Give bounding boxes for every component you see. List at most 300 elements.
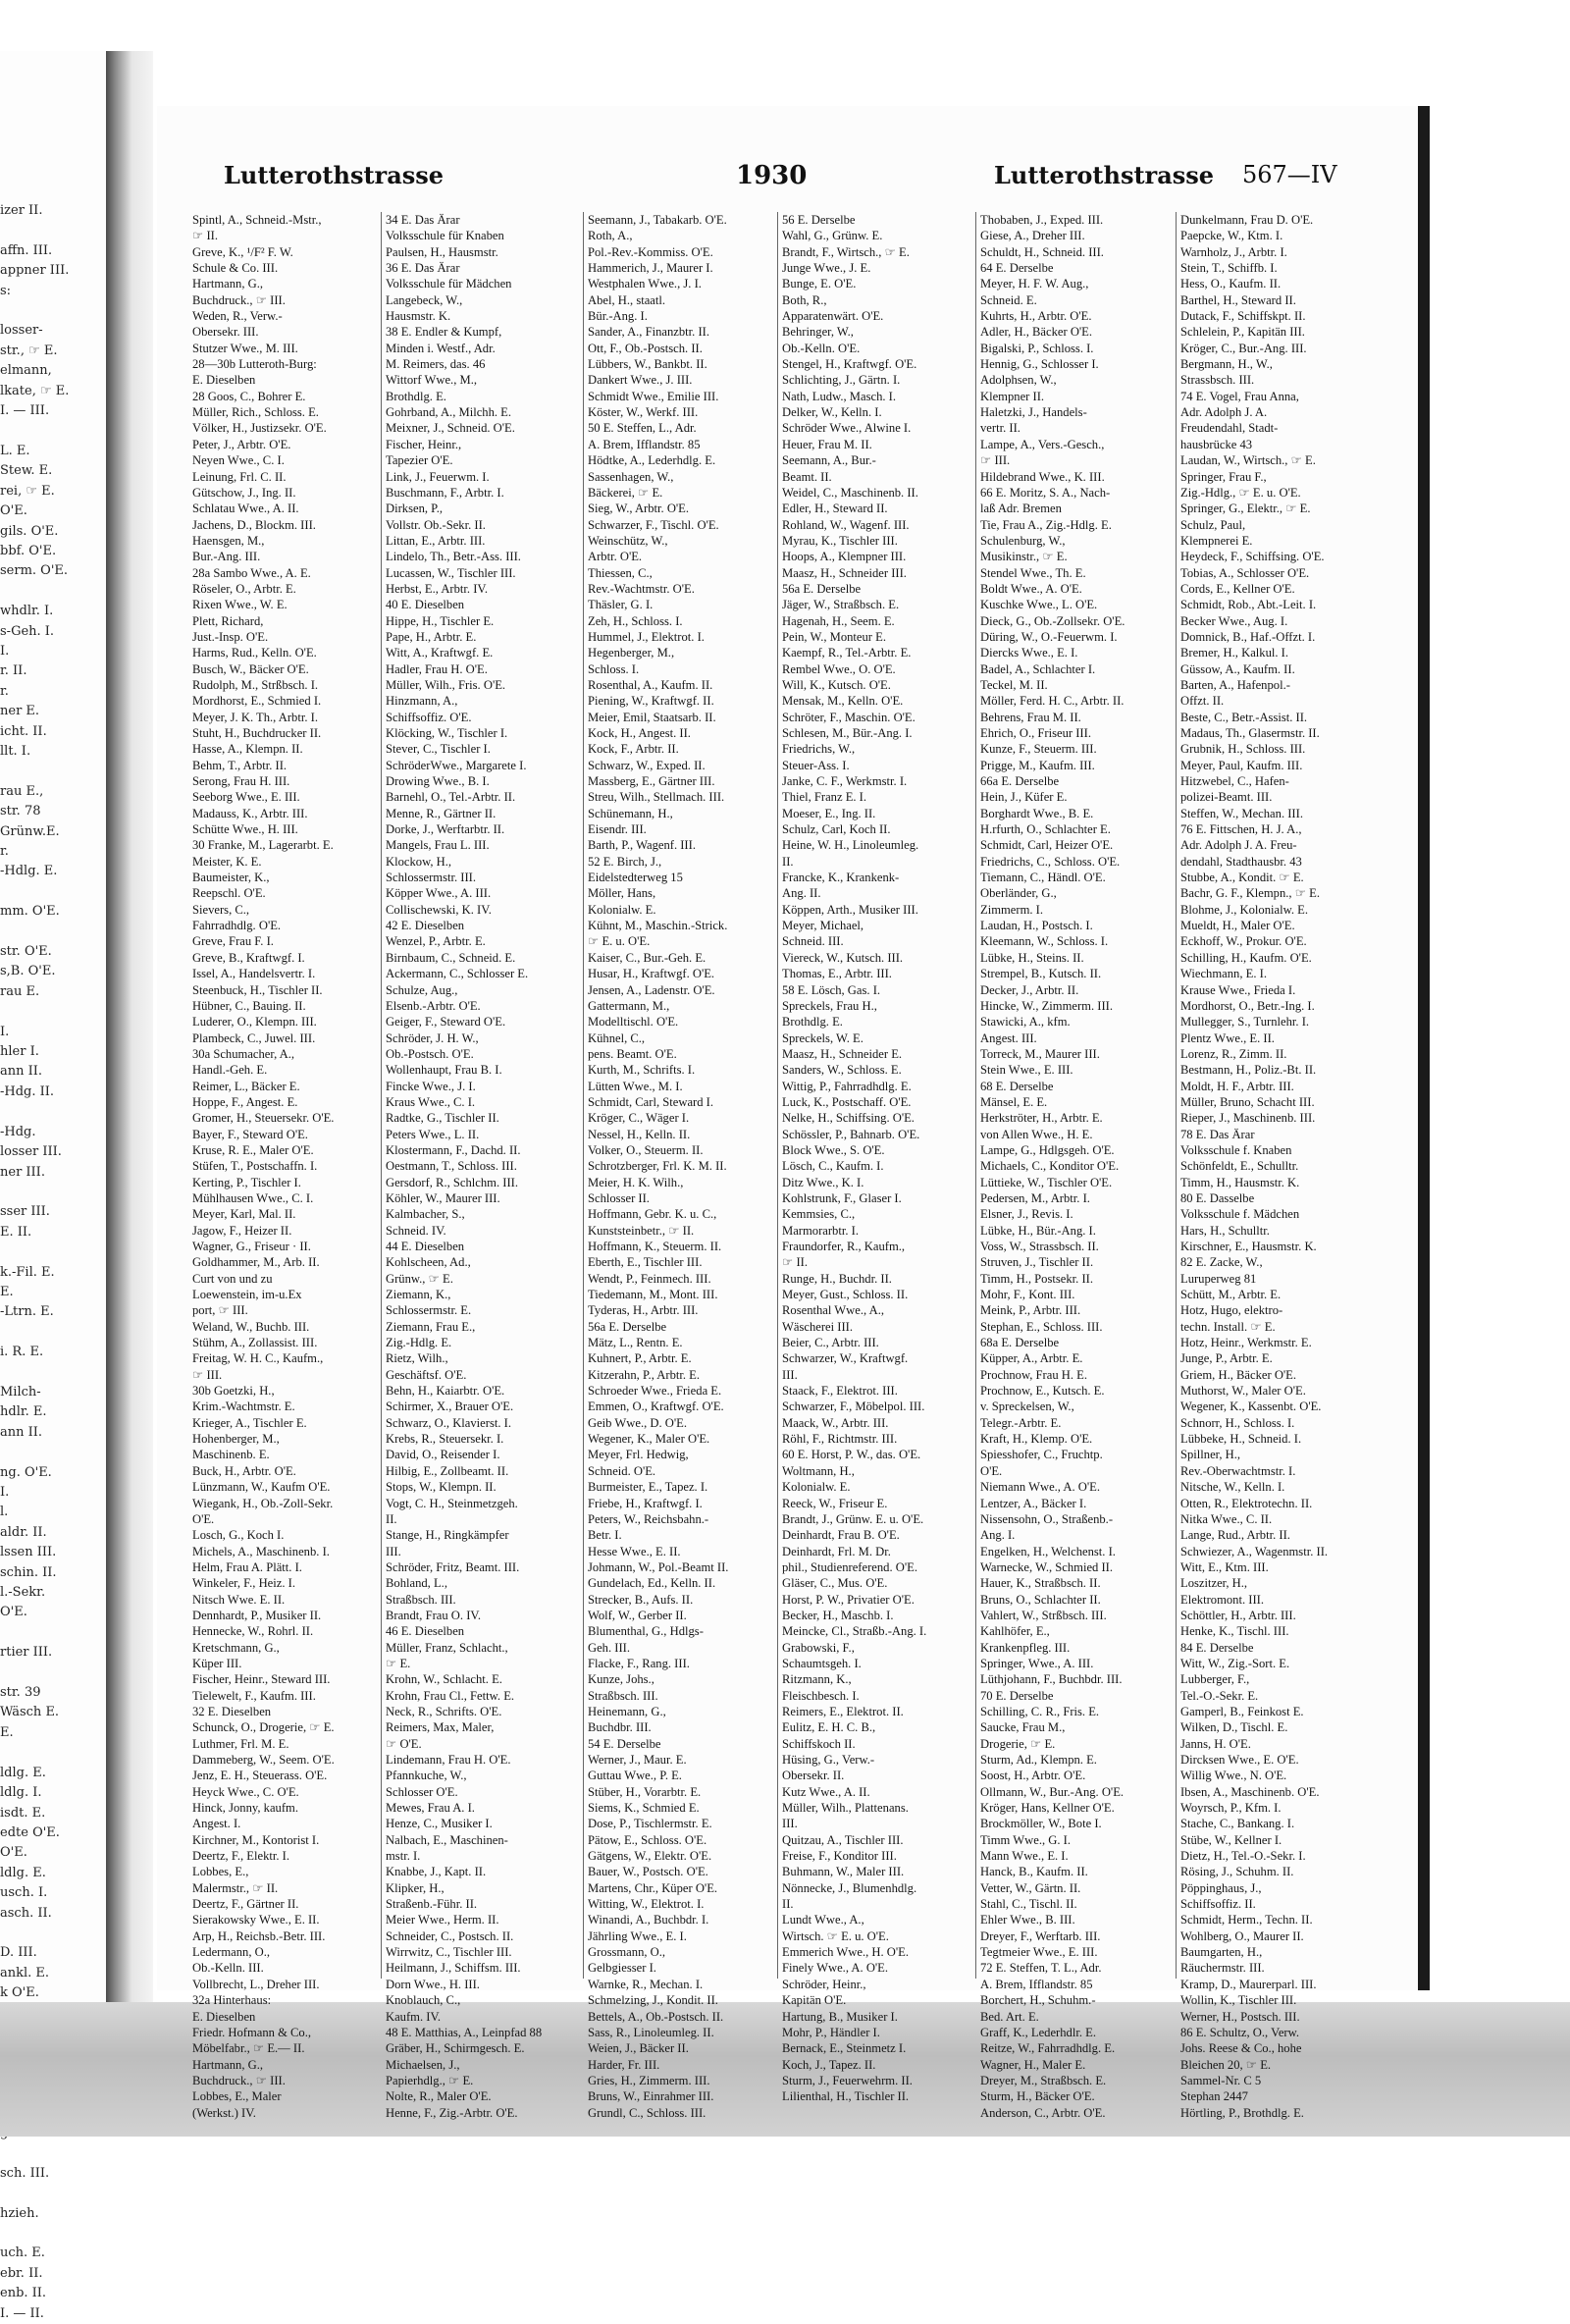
directory-entry: Grossmann, O., — [588, 1945, 666, 1960]
directory-entry: Pätow, E., Schloss. O'E. — [588, 1832, 707, 1847]
directory-entry: Hartmann, G., — [192, 277, 264, 291]
directory-entry: Ibsen, A., Maschinenb. O'E. — [1180, 1784, 1320, 1799]
directory-entry: Krause Wwe., Frieda I. — [1180, 982, 1296, 997]
directory-entry: Vollbrecht, L., Dreher III. — [192, 1977, 320, 1991]
directory-entry: Kunze, F., Steuerm. III. — [980, 742, 1097, 757]
directory-entry: Fleischbesch. I. — [782, 1688, 860, 1703]
street-title-right: Lutterothstrasse — [994, 161, 1215, 189]
directory-entry: Meink, P., Arbtr. III. — [980, 1303, 1081, 1318]
directory-entry: Loewenstein, im-u.Ex — [192, 1288, 302, 1302]
fragment-line: L. E. — [0, 443, 30, 458]
directory-entry: Sierakowsky Wwe., E. II. — [192, 1913, 320, 1928]
directory-entry: Kahlhöfer, E., — [980, 1624, 1050, 1639]
directory-entry: Martens, Chr., Küper O'E. — [588, 1880, 718, 1895]
directory-entry: Müller, Wilh., Fris. O'E. — [386, 677, 506, 692]
directory-entry: Oestmann, T., Schloss. III. — [386, 1159, 517, 1174]
directory-entry: Behm, T., Arbtr. II. — [192, 758, 288, 772]
fragment-line: E. — [0, 1724, 14, 1740]
directory-entry: Werner, J., Maur. E. — [588, 1753, 687, 1767]
directory-entry: Nitsche, W., Kelln. I. — [1180, 1480, 1285, 1495]
fragment-line: edte O'E. — [0, 1824, 60, 1840]
directory-entry: 36 E. Das Ärar — [386, 261, 460, 276]
directory-entry: Rieper, J., Maschinenb. III. — [1180, 1111, 1316, 1126]
directory-entry: Borchert, H., Schuhm.- — [980, 1993, 1096, 2008]
fragment-line — [0, 2224, 78, 2244]
directory-entry: Schlossermstr. E. — [386, 1303, 472, 1318]
directory-entry: Maack, W., Arbtr. III. — [782, 1415, 889, 1430]
directory-entry: Bremer, H., Kalkul. I. — [1180, 646, 1289, 660]
directory-entry: 28a Sambo Wwe., A. E. — [192, 565, 311, 580]
directory-entry: 30a Schumacher, A., — [192, 1046, 295, 1061]
directory-entry: Müller, Franz, Schlacht., — [386, 1640, 508, 1655]
directory-entry: Röseler, O., Arbtr. E. — [192, 581, 296, 596]
directory-entry: Tel.-O.-Sekr. E. — [1180, 1688, 1259, 1703]
directory-entry: Rosenthal, A., Kaufm. II. — [588, 677, 713, 692]
directory-entry: Grabowski, F., — [782, 1640, 855, 1655]
directory-entry: Lubberger, F., — [1180, 1672, 1250, 1687]
directory-entry: Runge, H., Buchdr. II. — [782, 1271, 892, 1286]
directory-entry: Ziemann, K., — [386, 1288, 451, 1302]
directory-entry: Reimers, Max, Maler, — [386, 1720, 495, 1735]
directory-entry: Pein, W., Monteur E. — [782, 629, 886, 644]
directory-entry: 52 E. Birch, J., — [588, 854, 662, 869]
directory-entry: III. — [782, 1817, 798, 1831]
directory-entry: Otten, R., Elektrotechn. II. — [1180, 1496, 1313, 1510]
directory-entry: Domnick, B., Haf.-Offzt. I. — [1180, 629, 1316, 644]
directory-entry: Beier, C., Arbtr. III. — [782, 1336, 879, 1350]
directory-entry: Schmidt Wwe., Emilie III. — [588, 389, 719, 403]
directory-entry: Kutz Wwe., A. II. — [782, 1784, 870, 1799]
directory-entry: Vogt, C. H., Steinmetzgeh. — [386, 1496, 518, 1510]
directory-entry: Apparatenwärt. O'E. — [782, 309, 884, 324]
directory-entry: Spreckels, Frau H., — [782, 998, 877, 1013]
directory-entry: Teckel, M. II. — [980, 677, 1048, 692]
directory-entry: Schlossermstr. III. — [386, 871, 476, 885]
directory-entry: 32a Hinterhaus: — [192, 1993, 272, 2008]
directory-entry: Diercks Wwe., E. I. — [980, 646, 1078, 660]
directory-entry: Hinzmann, A., — [386, 694, 458, 709]
directory-entry: Maasz, H., Schneider E. — [782, 1046, 903, 1061]
directory-entry: Hoppe, F., Angest. E. — [192, 1094, 298, 1109]
directory-entry: Müller, Wilh., Plattenans. — [782, 1801, 909, 1816]
fragment-line: usch. I. — [0, 1885, 48, 1901]
directory-entry: Wäscherei III. — [782, 1319, 854, 1334]
directory-entry: v. Spreckelsen, W., — [980, 1400, 1074, 1414]
directory-entry: Torreck, M., Maurer III. — [980, 1046, 1100, 1061]
directory-entry: Lübbeke, H., Schneid. I. — [1180, 1432, 1302, 1447]
directory-entry: Neck, R., Schrifts. O'E. — [386, 1704, 502, 1718]
directory-entry: Krankenpfleg. III. — [980, 1640, 1071, 1655]
directory-entry: II. — [782, 854, 794, 869]
directory-entry: Johmann, W., Pol.-Beamt II. — [588, 1559, 729, 1574]
fragment-line: hler I. — [0, 1044, 39, 1060]
directory-entry: Friedrichs, C., Schloss. O'E. — [980, 854, 1121, 869]
directory-entry: Losch, G., Koch I. — [192, 1528, 285, 1543]
directory-entry: Herbst, E., Arbtr. IV. — [386, 581, 489, 596]
directory-entry: port, ☞ III. — [192, 1303, 248, 1318]
directory-entry: Friedrichs, W., — [782, 742, 856, 757]
directory-entry: Kerting, P., Tischler I. — [192, 1175, 301, 1189]
directory-entry: Kaufm. IV. — [386, 2009, 442, 2024]
directory-entry: SchröderWwe., Margarete I. — [386, 758, 527, 772]
directory-entry: Dankert Wwe., J. III. — [588, 373, 693, 388]
directory-entry: Ob.-Kelln. III. — [192, 1961, 264, 1976]
directory-entry: Janns, H. O'E. — [1180, 1736, 1251, 1751]
directory-entry: Hein, J., Küfer E. — [980, 790, 1068, 805]
directory-entry: Luruperweg 81 — [1180, 1271, 1257, 1286]
directory-entry: Buschmann, F., Arbtr. I. — [386, 485, 504, 500]
directory-entry: Klostermann, F., Dachd. II. — [386, 1142, 521, 1157]
fragment-line: str. 78 — [0, 804, 41, 819]
directory-entry: Heinemann, G., — [588, 1704, 666, 1718]
directory-entry: Schütt, M., Arbtr. E. — [1180, 1288, 1282, 1302]
directory-entry: Adolphsen, W., — [980, 373, 1057, 388]
directory-entry: 80 E. Dasselbe — [1180, 1190, 1255, 1205]
directory-entry: Straßbsch. III. — [588, 1688, 658, 1703]
directory-entry: III. — [386, 1544, 401, 1558]
directory-entry: Schneid. IV. — [386, 1223, 446, 1238]
directory-entry: Betr. I. — [588, 1528, 622, 1543]
directory-entry: Warnke, R., Mechan. I. — [588, 1977, 704, 1991]
directory-entry: Schneider, C., Postsch. II. — [386, 1928, 514, 1943]
directory-entry: Heyck Wwe., C. O'E. — [192, 1784, 299, 1799]
fragment-line: mm. O'E. — [0, 904, 60, 920]
fragment-line: ner III. — [0, 1164, 45, 1180]
directory-entry: Vahlert, W., Strßbsch. III. — [980, 1608, 1107, 1622]
fragment-line: -Hdg. II. — [0, 1083, 55, 1099]
directory-entry: Köster, W., Werkf. III. — [588, 405, 699, 420]
directory-entry: Wittig, P., Fahrradhdlg. E. — [782, 1079, 912, 1093]
directory-entry: Dunkelmann, Frau D. O'E. — [1180, 213, 1314, 227]
directory-entry: Schnorr, H., Schloss. I. — [1180, 1415, 1295, 1430]
directory-entry: Wohlberg, O., Maurer II. — [1180, 1928, 1304, 1943]
fragment-line: str. 39 — [0, 1685, 41, 1701]
directory-entry: Kock, F., Arbtr. II. — [588, 742, 679, 757]
directory-entry: Zeh, H., Schloss. I. — [588, 613, 683, 628]
directory-entry: Lübbers, W., Bankbt. II. — [588, 357, 707, 372]
directory-entry: Fischer, Heinr., Steward III. — [192, 1672, 331, 1687]
directory-entry: Weien, J., Bäcker II. — [588, 2041, 689, 2056]
directory-entry: 44 E. Dieselben — [386, 1240, 465, 1253]
directory-entry: Prochnow, E., Kutsch. E. — [980, 1384, 1105, 1399]
directory-entry: Mullegger, S., Turnlehr. I. — [1180, 1015, 1310, 1030]
directory-entry: Fischer, Heinr., — [386, 437, 462, 451]
directory-entry: Mohr, F., Kont. III. — [980, 1288, 1075, 1302]
directory-entry: Arp, H., Reichsb.-Betr. III. — [192, 1928, 326, 1943]
directory-entry: polizei-Beamt. III. — [1180, 790, 1273, 805]
directory-entry: 30b Goetzki, H., — [192, 1384, 275, 1399]
directory-entry: Sander, A., Finanzbtr. II. — [588, 325, 710, 340]
directory-entry: Eidelstedterweg 15 — [588, 871, 683, 885]
directory-entry: Thomas, E., Arbtr. III. — [782, 967, 892, 981]
directory-entry: Both, R., — [782, 292, 827, 307]
directory-entry: Haensgen, M., — [192, 533, 265, 548]
directory-entry: Hadler, Frau H. O'E. — [386, 661, 488, 676]
directory-entry: Schröder, Fritz, Beamt. III. — [386, 1559, 520, 1574]
directory-entry: Bettels, A., Ob.-Postsch. II. — [588, 2009, 724, 2024]
directory-entry: Junge Wwe., J. E. — [782, 261, 871, 276]
directory-entry: Elsner, J., Revis. I. — [980, 1207, 1073, 1222]
directory-entry: Kuhrts, H., Arbtr. O'E. — [980, 309, 1092, 324]
directory-entry: Griem, H., Bäcker O'E. — [1180, 1367, 1297, 1382]
directory-entry: Zig.-Hdlg. E. — [386, 1336, 452, 1350]
directory-entry: Brandt, Frau O. IV. — [386, 1608, 482, 1622]
fragment-line: serm. O'E. — [0, 563, 69, 579]
directory-entry: Kuhnert, P., Arbtr. E. — [588, 1351, 692, 1366]
directory-entry: Lange, Rud., Arbtr. II. — [1180, 1528, 1290, 1543]
page-header — [157, 161, 1418, 190]
directory-entry: Prochnow, Frau H. E. — [980, 1367, 1088, 1382]
directory-entry: Greve, Frau F. I. — [192, 934, 274, 949]
fragment-line — [0, 1002, 78, 1022]
directory-entry: Thobaben, J., Exped. III. — [980, 213, 1104, 227]
directory-entry: dendahl, Stadthausbr. 43 — [1180, 854, 1302, 869]
fragment-line — [0, 221, 78, 240]
directory-entry: Baumgarten, H., — [1180, 1945, 1263, 1960]
directory-entry: Seemann, A., Bur.- — [782, 453, 876, 468]
directory-entry: Schöttler, H., Arbtr. III. — [1180, 1608, 1296, 1622]
fragment-line: hzieh. — [0, 2205, 39, 2221]
directory-entry: Mänsel, E. E. — [980, 1094, 1048, 1109]
directory-entry: Strecker, B., Aufs. II. — [588, 1592, 694, 1607]
directory-entry: Anderson, C., Arbtr. O'E. — [980, 2105, 1106, 2120]
directory-entry: Meyer, Karl, Mal. II. — [192, 1207, 296, 1222]
directory-entry: Timm, H., Hausmstr. K. — [1180, 1175, 1300, 1189]
directory-entry: Tiemann, C., Händl. O'E. — [980, 871, 1106, 885]
directory-entry: Gräber, H., Schirmgesch. E. — [386, 2041, 525, 2056]
directory-entry: Roth, A., — [588, 229, 633, 243]
directory-entry: Meyer, Michael, — [782, 919, 864, 933]
directory-entry: Lünzmann, W., Kaufm O'E. — [192, 1480, 331, 1495]
directory-entry: Hausmstr. K. — [386, 309, 451, 324]
directory-entry: Schwarzer, F., Tischl. O'E. — [588, 517, 719, 532]
fragment-line: O'E. — [0, 503, 27, 519]
fragment-line: Wäsch E. — [0, 1705, 60, 1720]
directory-entry: Giese, A., Dreher III. — [980, 229, 1085, 243]
directory-entry: Nath, Ludw., Masch. I. — [782, 389, 896, 403]
directory-entry: Bäckerei, ☞ E. — [588, 485, 663, 500]
directory-entry: Musikinstr., ☞ E. — [980, 550, 1068, 564]
directory-entry: Nalbach, E., Maschinen- — [386, 1832, 508, 1847]
directory-entry: Kühnt, M., Maschin.-Strick. — [588, 919, 728, 933]
directory-entry: Meier Wwe., Herm. II. — [386, 1913, 499, 1928]
directory-entry: Bur.-Ang. III. — [192, 550, 261, 564]
directory-entry: Lentzer, A., Bäcker I. — [980, 1496, 1087, 1510]
directory-entry: Schlelein, P., Kapitän III. — [1180, 325, 1305, 340]
directory-entry: Buchdruck., ☞ III. — [192, 292, 286, 307]
directory-entry: Volksschule für Knaben — [386, 229, 504, 243]
directory-entry: Haletzki, J., Handels- — [980, 405, 1087, 420]
fragment-line: ng. O'E. — [0, 1464, 52, 1480]
directory-entry: Bayer, F., Steward O'E. — [192, 1127, 308, 1141]
directory-entry: Modelltischl. O'E. — [588, 1015, 679, 1030]
directory-entry: Willig Wwe., N. O'E. — [1180, 1769, 1287, 1783]
directory-entry: Borghardt Wwe., B. E. — [980, 806, 1094, 820]
directory-entry: Timm Wwe., G. I. — [980, 1832, 1072, 1847]
directory-entry: Lampe, A., Vers.-Gesch., — [980, 437, 1105, 451]
directory-entry: Arbtr. O'E. — [588, 550, 643, 564]
directory-entry: Heydeck, F., Schiffsing. O'E. — [1180, 550, 1325, 564]
directory-entry: Spiesshofer, C., Fruchtp. — [980, 1448, 1103, 1462]
fragment-line: r. — [0, 844, 9, 859]
directory-entry: Hildebrand Wwe., K. III. — [980, 469, 1105, 484]
directory-entry: Wenzel, P., Arbtr. E. — [386, 934, 486, 949]
directory-entry: Möbelfabr., ☞ E.— II. — [192, 2041, 305, 2056]
directory-entry: Siems, K., Schmied E. — [588, 1801, 700, 1816]
directory-entry: ☞ O'E. — [386, 1736, 422, 1751]
directory-entry: Nolte, R., Maler O'E. — [386, 2089, 492, 2104]
directory-entry: Kröger, C., Bur.-Ang. III. — [1180, 341, 1307, 355]
directory-entry: Eberth, E., Tischler III. — [588, 1255, 703, 1270]
directory-entry: Meyer, Frl. Hedwig, — [588, 1448, 689, 1462]
directory-entry: Jachens, D., Blockm. III. — [192, 517, 316, 532]
directory-entry: Schröter, F., Maschin. O'E. — [782, 710, 916, 724]
fragment-line — [0, 1743, 78, 1763]
directory-entry: Angest. III. — [980, 1030, 1037, 1045]
directory-entry: Bernack, E., Steinmetz I. — [782, 2041, 907, 2056]
directory-entry: Beste, C., Betr.-Assist. II. — [1180, 710, 1308, 724]
fragment-line: isdt. E. — [0, 1805, 46, 1821]
directory-page — [157, 106, 1430, 2120]
directory-entry: Rösing, J., Schuhm. II. — [1180, 1865, 1294, 1879]
directory-entry: Brandt, J., Grünw. E. u. O'E. — [782, 1511, 924, 1526]
directory-entry: Menne, R., Gärtner II. — [386, 806, 497, 820]
directory-entry: Brandt, F., Wirtsch., ☞ E. — [782, 244, 910, 259]
directory-entry: Wegener, K., Maler O'E. — [588, 1432, 710, 1447]
fragment-line: s: — [0, 283, 12, 298]
fragment-line: lkate, ☞ E. — [0, 383, 70, 398]
directory-entry: 72 E. Steffen, T. L., Adr. — [980, 1961, 1102, 1976]
fragment-line: ann II. — [0, 1424, 43, 1440]
directory-entry: 38 E. Endler & Kumpf, — [386, 325, 502, 340]
directory-entry: Hödtke, A., Lederhdlg. E. — [588, 453, 716, 468]
directory-entry: O'E. — [980, 1463, 1003, 1478]
directory-entry: 84 E. Derselbe — [1180, 1640, 1254, 1655]
directory-entry: Spintl, A., Schneid.-Mstr., — [192, 213, 322, 227]
directory-entry: Steffen, W., Mechan. III. — [1180, 806, 1303, 820]
directory-entry: Stops, W., Klempn. II. — [386, 1480, 497, 1495]
directory-entry: Adr. Adolph J. A. — [1180, 405, 1268, 420]
fragment-line: r. — [0, 683, 9, 699]
directory-entry: Müller, Bruno, Schacht III. — [1180, 1094, 1315, 1109]
directory-entry: Köpper Wwe., A. III. — [386, 886, 492, 901]
directory-entry: Geh. III. — [588, 1640, 631, 1655]
directory-entry: Bruns, O., Schlachter II. — [980, 1592, 1101, 1607]
directory-entry: Möller, Ferd. H. C., Arbtr. II. — [980, 694, 1125, 709]
directory-entry: Rietz, Wilh., — [386, 1351, 448, 1366]
directory-column-2 — [381, 212, 568, 2120]
directory-entry: Massberg, E., Gärtner III. — [588, 774, 715, 789]
directory-entry: Mohr, P., Händler I. — [782, 2025, 880, 2039]
directory-entry: Volksschule für Mädchen — [386, 277, 512, 291]
fragment-line: i. R. E. — [0, 1345, 44, 1360]
directory-entry: Woyrsch, P., Kfm. I. — [1180, 1801, 1282, 1816]
fragment-line: I. — II. — [0, 2305, 44, 2321]
directory-entry: Drogerie, ☞ E. — [980, 1736, 1056, 1751]
directory-entry: Meyer, Gust., Schloss. II. — [782, 1288, 909, 1302]
directory-entry: Sievers, C., — [192, 902, 250, 917]
directory-entry: Hüsing, G., Verw.- — [782, 1753, 875, 1767]
directory-entry: Bed. Art. E. — [980, 2009, 1039, 2024]
directory-entry: Bachr, G. F., Klempn., ☞ E. — [1180, 886, 1320, 901]
fragment-line — [0, 882, 78, 902]
directory-entry: Henke, K., Tischl. III. — [1180, 1624, 1289, 1639]
directory-entry: Telegr.-Arbtr. E. — [980, 1415, 1062, 1430]
directory-entry: Mensak, M., Kelln. O'E. — [782, 694, 904, 709]
directory-entry: Wahl, G., Grünw. E. — [782, 229, 883, 243]
directory-entry: ☞ II. — [782, 1255, 808, 1270]
directory-entry: Zimmerm. I. — [980, 902, 1044, 917]
directory-entry: Springer, G., Elektr., ☞ E. — [1180, 502, 1311, 516]
directory-entry: Hummel, J., Elektrot. I. — [588, 629, 705, 644]
fragment-line: I. — [0, 1485, 10, 1500]
directory-entry: Nessel, H., Kelln. II. — [588, 1127, 691, 1141]
directory-entry: Spillner, H., — [1180, 1448, 1241, 1462]
directory-entry: Bohland, L., — [386, 1576, 447, 1591]
directory-entry: Friedr. Hofmann & Co., — [192, 2025, 312, 2039]
directory-entry: Schlesen, M., Bür.-Ang. I. — [782, 726, 913, 740]
directory-entry: Hennig, G., Schlosser I. — [980, 357, 1099, 372]
directory-entry: Kitzerahn, P., Arbtr. E. — [588, 1367, 701, 1382]
directory-entry: Mewes, Frau A. I. — [386, 1801, 475, 1816]
directory-entry: Räuchermstr. III. — [1180, 1961, 1265, 1976]
directory-entry: Mann Wwe., E. I. — [980, 1849, 1069, 1864]
fragment-line: schin. II. — [0, 1564, 57, 1580]
directory-entry: Krim.-Wachtmstr. E. — [192, 1400, 295, 1414]
directory-entry: Barth, P., Wagenf. III. — [588, 838, 696, 853]
directory-entry: Deinhardt, Frl. M. Dr. — [782, 1544, 891, 1558]
directory-entry: Nitka Wwe., C. II. — [1180, 1511, 1273, 1526]
directory-entry: Witting, W., Elektrot. I. — [588, 1897, 705, 1912]
directory-entry: 46 E. Dieselben — [386, 1624, 465, 1639]
directory-entry: 66a E. Derselbe — [980, 774, 1060, 789]
directory-entry: Meier, H. K. Wilh., — [588, 1175, 684, 1189]
directory-entry: Koch, J., Tapez. II. — [782, 2057, 876, 2072]
directory-entry: Struven, J., Tischler II. — [980, 1255, 1094, 1270]
directory-entry: Hess, O., Kaufm. II. — [1180, 277, 1282, 291]
directory-entry: Bergmann, H., W., — [1180, 357, 1273, 372]
fragment-line: s-Geh. I. — [0, 623, 55, 639]
directory-entry: Freise, F., Konditor III. — [782, 1849, 897, 1864]
directory-entry: Schulz, Carl, Koch II. — [782, 822, 891, 837]
directory-entry: Lüttieke, W., Tischler O'E. — [980, 1175, 1113, 1189]
directory-entry: Tiedemann, M., Mont. III. — [588, 1288, 718, 1302]
directory-entry: Stephan, E., Schloss. III. — [980, 1319, 1103, 1334]
directory-entry: Emmerich Wwe., H. O'E. — [782, 1945, 909, 1960]
directory-entry: Plambeck, C., Juwel. III. — [192, 1030, 316, 1045]
directory-entry: Weidel, C., Maschinenb. II. — [782, 485, 918, 500]
directory-entry: Schlosser O'E. — [386, 1784, 458, 1799]
directory-entry: Stendel Wwe., Th. E. — [980, 565, 1086, 580]
directory-entry: Link, J., Feuerwm. I. — [386, 469, 490, 484]
fragment-line: ebr. II. — [0, 2265, 43, 2281]
directory-entry: Kuschke Wwe., L. O'E. — [980, 598, 1098, 612]
directory-entry: Pape, H., Arbtr. E. — [386, 629, 477, 644]
directory-entry: Vollstr. Ob.-Sekr. II. — [386, 517, 486, 532]
fragment-line: -Ltrn. E. — [0, 1304, 54, 1320]
directory-entry: Schuldt, H., Schneid. III. — [980, 244, 1104, 259]
directory-entry: Gütschow, J., Ing. II. — [192, 485, 296, 500]
directory-entry: Klöcking, W., Tischler I. — [386, 726, 508, 740]
directory-entry: Kretschmann, G., — [192, 1640, 280, 1655]
directory-entry: Junge, P., Arbtr. E. — [1180, 1351, 1273, 1366]
directory-entry: Tegtmeier Wwe., E. III. — [980, 1945, 1098, 1960]
directory-entry: Ziemann, Frau E., — [386, 1319, 476, 1334]
directory-entry: (Werkst.) IV. — [192, 2105, 256, 2120]
directory-entry: Sturm, J., Feuerwehrm. II. — [782, 2073, 913, 2087]
directory-entry: 82 E. Zacke, W., — [1180, 1255, 1263, 1270]
directory-entry: Ott, F., Ob.-Postsch. II. — [588, 341, 703, 355]
